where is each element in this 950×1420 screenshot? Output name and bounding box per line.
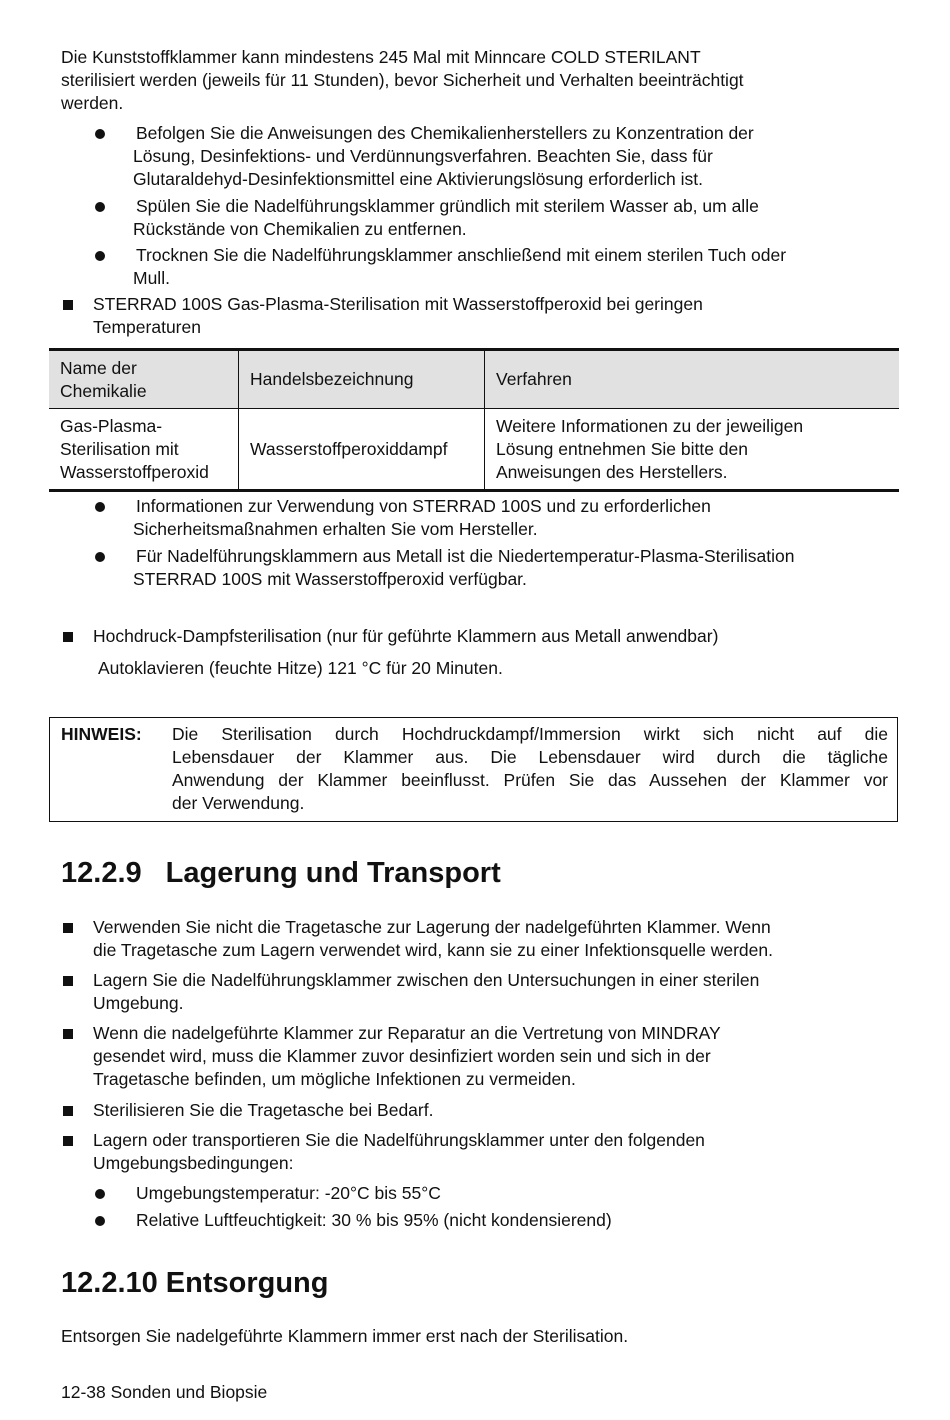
note-line: Anwendung der Klammer beeinflusst. Prüfen Sie das Aussehen der Klammer vor [172, 770, 888, 790]
note-label: HINWEIS: [61, 724, 142, 744]
cell-line: Sterilisation mit [60, 438, 179, 459]
note-line: der Verwendung. [172, 793, 305, 813]
text-line: die Tragetasche zum Lagern verwendet wird, kann sie zu einer Infektionsquelle werden. [93, 940, 773, 960]
text-line: Die Kunststoffklammer kann mindestens 245 Mal mit Minncare COLD STERILANT [61, 47, 701, 67]
text-line: Wenn die nadelgeführte Klammer zur Reparatur an die Vertretung von MINDRAY [93, 1023, 721, 1043]
table-header-cell [49, 350, 239, 409]
section-number: 12.2.9 [61, 857, 142, 889]
bullet-dot-icon [95, 502, 105, 512]
page-footer: 12-38 Sonden und Biopsie [61, 1382, 268, 1402]
section-title: Lagerung und Transport [165, 857, 501, 889]
cell-line: Gas-Plasma- [60, 415, 163, 436]
text-line: Sterilisieren Sie die Tragetasche bei Bedarf. [93, 1100, 434, 1120]
text-line: sterilisiert werden (jeweils für 11 Stunden), bevor Sicherheit und Verhalten beeinträchtigt [61, 70, 744, 90]
text-line: Lagern Sie die Nadelführungsklammer zwischen den Untersuchungen in einer sterilen [93, 970, 760, 990]
bullet-dot-icon [95, 552, 105, 562]
text-line: Rückstände von Chemikalien zu entfernen. [133, 219, 467, 239]
text-line: Trocknen Sie die Nadelführungsklammer anschließend mit einem sterilen Tuch oder [136, 245, 787, 265]
bullet-dot-icon [95, 202, 105, 212]
text-line: Hochdruck-Dampfsterilisation (nur für geführte Klammern aus Metall anwendbar) [93, 626, 719, 646]
text-line: Mull. [133, 268, 170, 288]
bullet-dot-icon [95, 1216, 105, 1226]
text-line: Informationen zur Verwendung von STERRAD 100S und zu erforderlichen [136, 496, 711, 516]
disposal-text: Entsorgen Sie nadelgeführte Klammern immer erst nach der Sterilisation. [61, 1326, 629, 1346]
note-box [49, 717, 898, 822]
table-header-cell: Handelsbezeichnung [239, 350, 485, 409]
text-line: gesendet wird, muss die Klammer zuvor desinfiziert worden sein und sich in der [93, 1046, 711, 1066]
text-line: Sicherheitsmaßnahmen erhalten Sie vom Hersteller. [133, 519, 538, 539]
table-cell [49, 409, 239, 491]
text-line: Tragetasche befinden, um mögliche Infektionen zu vermeiden. [93, 1069, 576, 1089]
section-number: 12.2.10 [61, 1267, 158, 1299]
table-header-row [49, 350, 899, 409]
table-header-cell: Verfahren [485, 350, 900, 409]
table-cell: Wasserstoffperoxiddampf [239, 409, 485, 491]
cell-line: Weitere Informationen zu der jeweiligen [496, 415, 804, 436]
bullet-square-icon [63, 632, 73, 642]
section-heading-storage [61, 857, 501, 890]
text-line: STERRAD 100S mit Wasserstoffperoxid verfügbar. [133, 569, 527, 589]
section-title: Entsorgung [165, 1267, 329, 1299]
bullet-square-icon [63, 1136, 73, 1146]
bullet-square-icon [63, 976, 73, 986]
cell-line: Anweisungen des Herstellers. [496, 461, 728, 482]
text-line: Umgebung. [93, 993, 184, 1013]
text-line: Lagern oder transportieren Sie die Nadelführungsklammer unter den folgenden [93, 1130, 705, 1150]
bullet-square-icon [63, 1106, 73, 1116]
text-line: STERRAD 100S Gas-Plasma-Sterilisation mit Wasserstoffperoxid bei geringen [93, 294, 703, 314]
text-line: werden. [61, 93, 124, 113]
text-line: Autoklavieren (feuchte Hitze) 121 °C für 20 Minuten. [98, 658, 503, 678]
bullet-square-icon [63, 923, 73, 933]
text-line: Umgebungsbedingungen: [93, 1153, 294, 1173]
table-row [49, 409, 899, 491]
cell-line: Wasserstoffperoxid [60, 461, 209, 482]
text-line: Glutaraldehyd-Desinfektionsmittel eine Aktivierungslösung erforderlich ist. [133, 169, 703, 189]
text-line: Verwenden Sie nicht die Tragetasche zur Lagerung der nadelgeführten Klammer. Wenn [93, 917, 771, 937]
bullet-dot-icon [95, 129, 105, 139]
text-line: Temperaturen [93, 317, 201, 337]
cell-line: Lösung entnehmen Sie bitte den [496, 438, 748, 459]
text-line: Lösung, Desinfektions- und Verdünnungsverfahren. Beachten Sie, dass für [133, 146, 713, 166]
bullet-square-icon [63, 300, 73, 310]
text-line: Befolgen Sie die Anweisungen des Chemikalienherstellers zu Konzentration der [136, 123, 754, 143]
note-line: Lebensdauer der Klammer aus. Die Lebensdauer wird durch die tägliche [172, 747, 888, 767]
chemical-table [49, 348, 899, 492]
cell-line: Name der [60, 357, 137, 378]
note-line: Die Sterilisation durch Hochdruckdampf/Immersion wirkt sich nicht auf die [172, 724, 888, 744]
text-line: Relative Luftfeuchtigkeit: 30 % bis 95% (nicht kondensierend) [136, 1210, 612, 1230]
text-line: Spülen Sie die Nadelführungsklammer gründlich mit sterilem Wasser ab, um alle [136, 196, 759, 216]
text-line: Umgebungstemperatur: -20°C bis 55°C [136, 1183, 441, 1203]
bullet-square-icon [63, 1029, 73, 1039]
table-cell [485, 409, 900, 491]
bullet-dot-icon [95, 1189, 105, 1199]
bullet-dot-icon [95, 251, 105, 261]
note-text [172, 723, 888, 815]
cell-line: Chemikalie [60, 380, 147, 401]
section-heading-disposal [61, 1267, 328, 1300]
text-line: Für Nadelführungsklammern aus Metall ist die Niedertemperatur-Plasma-Sterilisation [136, 546, 795, 566]
